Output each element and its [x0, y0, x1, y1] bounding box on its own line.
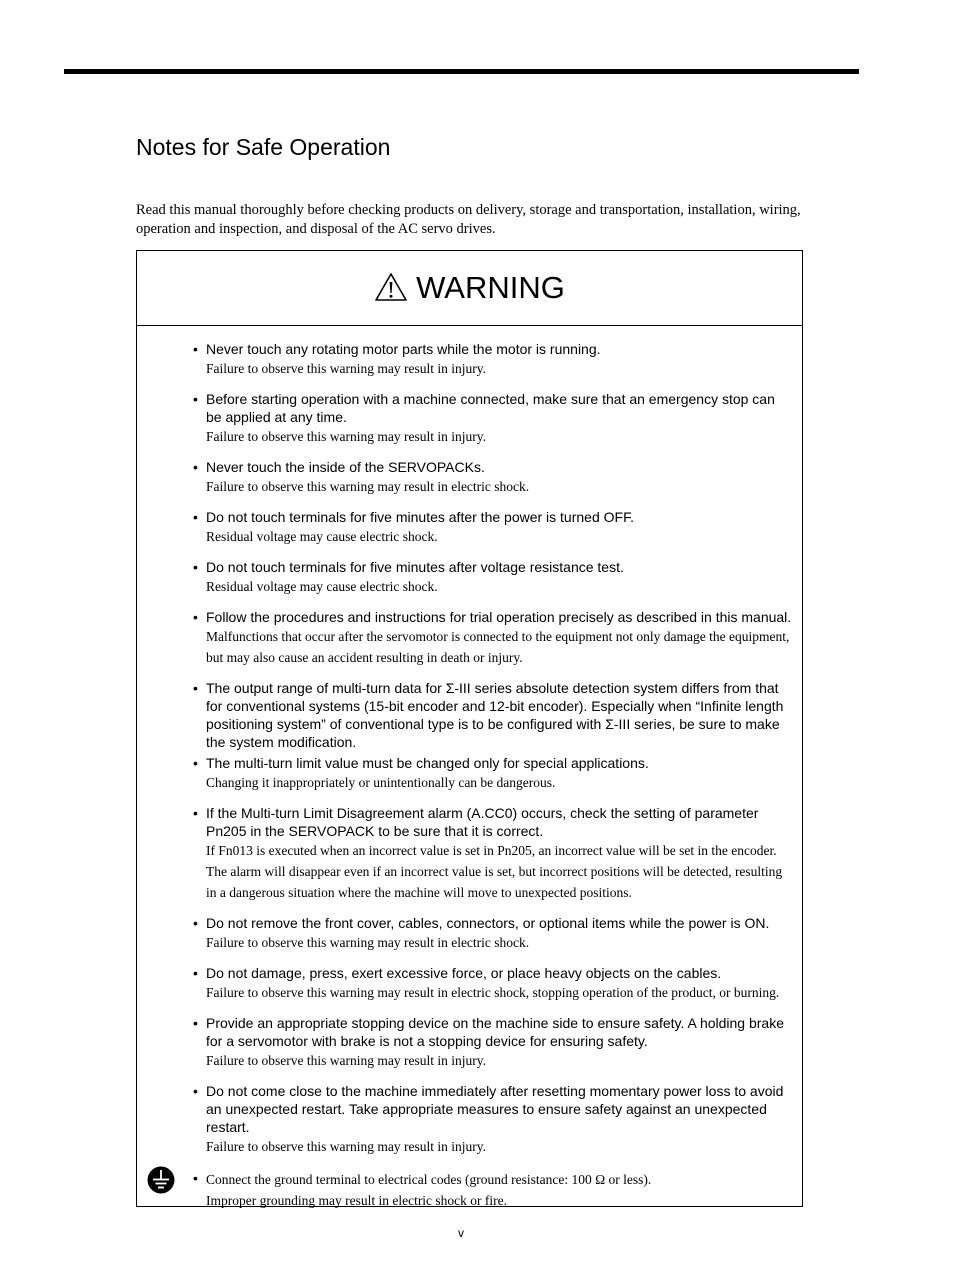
- warning-item-text: If the Multi-turn Limit Disagreement alarm (A.CC0) occurs, check the setting of parameter Pn205 in the SERVOPACK to be sure that it is correct.: [206, 805, 759, 839]
- bullet-mark: •: [193, 915, 198, 931]
- warning-item-text: The multi-turn limit value must be changed only for special applications.: [206, 755, 649, 771]
- warning-item: [193, 914, 793, 953]
- bullet-mark: •: [193, 680, 198, 696]
- warning-item-text: Do not come close to the machine immediately after resetting momentary power loss to avoid an unexpected restart. Take appropriate measures to ensure safety against an unexpected restart.: [206, 1083, 784, 1135]
- bullet-mark: •: [193, 609, 198, 625]
- warning-item: [193, 458, 793, 497]
- warning-item-note: Residual voltage may cause electric shock.: [206, 579, 438, 594]
- warning-item: [193, 390, 793, 447]
- bullet-mark: •: [193, 459, 198, 475]
- bullet-mark: •: [193, 755, 198, 771]
- warning-item-note: Failure to observe this warning may result in injury.: [206, 429, 486, 444]
- warning-box: [136, 250, 803, 1207]
- warning-item-note: If Fn013 is executed when an incorrect value is set in Pn205, an incorrect value will be set in the encoder. The alarm will disappear even if an incorrect value is set, but incorrect positions will be detected, resulting in a dangerous situation where the machine will move to unexpected positions.: [206, 843, 783, 900]
- warning-item-text: The output range of multi-turn data for Σ-III series absolute detection system differs from that for conventional systems (15-bit encoder and 12-bit encoder). Especially when “Infinite length positioning system” of conventional type is to be configured with Σ-III series, be sure to make the system modification.: [206, 680, 784, 750]
- warning-item-text: Before starting operation with a machine connected, make sure that an emergency stop can be applied at any time.: [206, 391, 775, 425]
- warning-item-note: Malfunctions that occur after the servomotor is connected to the equipment not only damage the equipment, but may also cause an accident resulting in death or injury.: [206, 629, 790, 665]
- warning-item-text: Do not touch terminals for five minutes after the power is turned OFF.: [206, 509, 634, 525]
- bullet-mark: •: [193, 341, 198, 357]
- warning-item-note: Residual voltage may cause electric shock.: [206, 529, 438, 544]
- warning-item-note: Failure to observe this warning may result in electric shock, stopping operation of the product, or burning.: [206, 985, 780, 1000]
- warning-item: [193, 964, 793, 1003]
- warning-item: [193, 804, 793, 903]
- warning-item-note: Changing it inappropriately or unintentionally can be dangerous.: [206, 775, 556, 790]
- top-rule: [64, 69, 859, 74]
- warning-items-list: [193, 329, 793, 1211]
- warning-item: [193, 558, 793, 597]
- warning-item: [193, 679, 793, 751]
- bullet-mark: •: [193, 391, 198, 407]
- warning-item-text: Provide an appropriate stopping device on the machine side to ensure safety. A holding brake for a servomotor with brake is not a stopping device for ensuring safety.: [206, 1015, 785, 1049]
- warning-item-text: Do not remove the front cover, cables, connectors, or optional items while the power is ON.: [206, 915, 770, 931]
- warning-item-text: Never touch the inside of the SERVOPACKs.: [206, 459, 485, 475]
- warning-item: [193, 1014, 793, 1071]
- warning-triangle-icon: [374, 270, 416, 307]
- bullet-mark: •: [193, 965, 198, 981]
- bullet-mark: •: [193, 1170, 198, 1186]
- bullet-mark: •: [193, 1083, 198, 1099]
- warning-item: [193, 608, 793, 668]
- warning-item-text: Follow the procedures and instructions for trial operation precisely as described in this manual.: [206, 609, 792, 625]
- warning-item: [193, 508, 793, 547]
- warning-item-note: Failure to observe this warning may result in electric shock.: [206, 479, 530, 494]
- bullet-mark: •: [193, 1015, 198, 1031]
- warning-header: [137, 251, 802, 326]
- warning-item-text: Do not touch terminals for five minutes after voltage resistance test.: [206, 559, 624, 575]
- ground-item: [193, 1169, 793, 1211]
- ground-symbol-icon: [147, 1166, 175, 1199]
- warning-title: WARNING: [416, 270, 565, 305]
- warning-item: [193, 1082, 793, 1157]
- warning-item-text: Do not damage, press, exert excessive force, or place heavy objects on the cables.: [206, 965, 722, 981]
- bullet-mark: •: [193, 509, 198, 525]
- page-number: v: [458, 1226, 464, 1240]
- bullet-mark: •: [193, 805, 198, 821]
- warning-item-note: Failure to observe this warning may result in electric shock.: [206, 935, 530, 950]
- page-title: Notes for Safe Operation: [136, 134, 391, 160]
- warning-item-note: Failure to observe this warning may result in injury.: [206, 1053, 486, 1068]
- warning-item-note: Failure to observe this warning may result in injury.: [206, 361, 486, 376]
- warning-item-note: Improper grounding may result in electric shock or fire.: [206, 1193, 508, 1208]
- warning-item-text: Never touch any rotating motor parts while the motor is running.: [206, 341, 601, 357]
- warning-item-note: Failure to observe this warning may result in injury.: [206, 1139, 486, 1154]
- warning-item: [193, 340, 793, 379]
- intro-paragraph: Read this manual thoroughly before checking products on delivery, storage and transportation, installation, wiring, operation and inspection, and disposal of the AC servo drives.: [136, 202, 801, 237]
- warning-item: [193, 754, 793, 793]
- warning-item-text: Connect the ground terminal to electrical codes (ground resistance: 100 Ω or less).: [206, 1172, 652, 1187]
- bullet-mark: •: [193, 559, 198, 575]
